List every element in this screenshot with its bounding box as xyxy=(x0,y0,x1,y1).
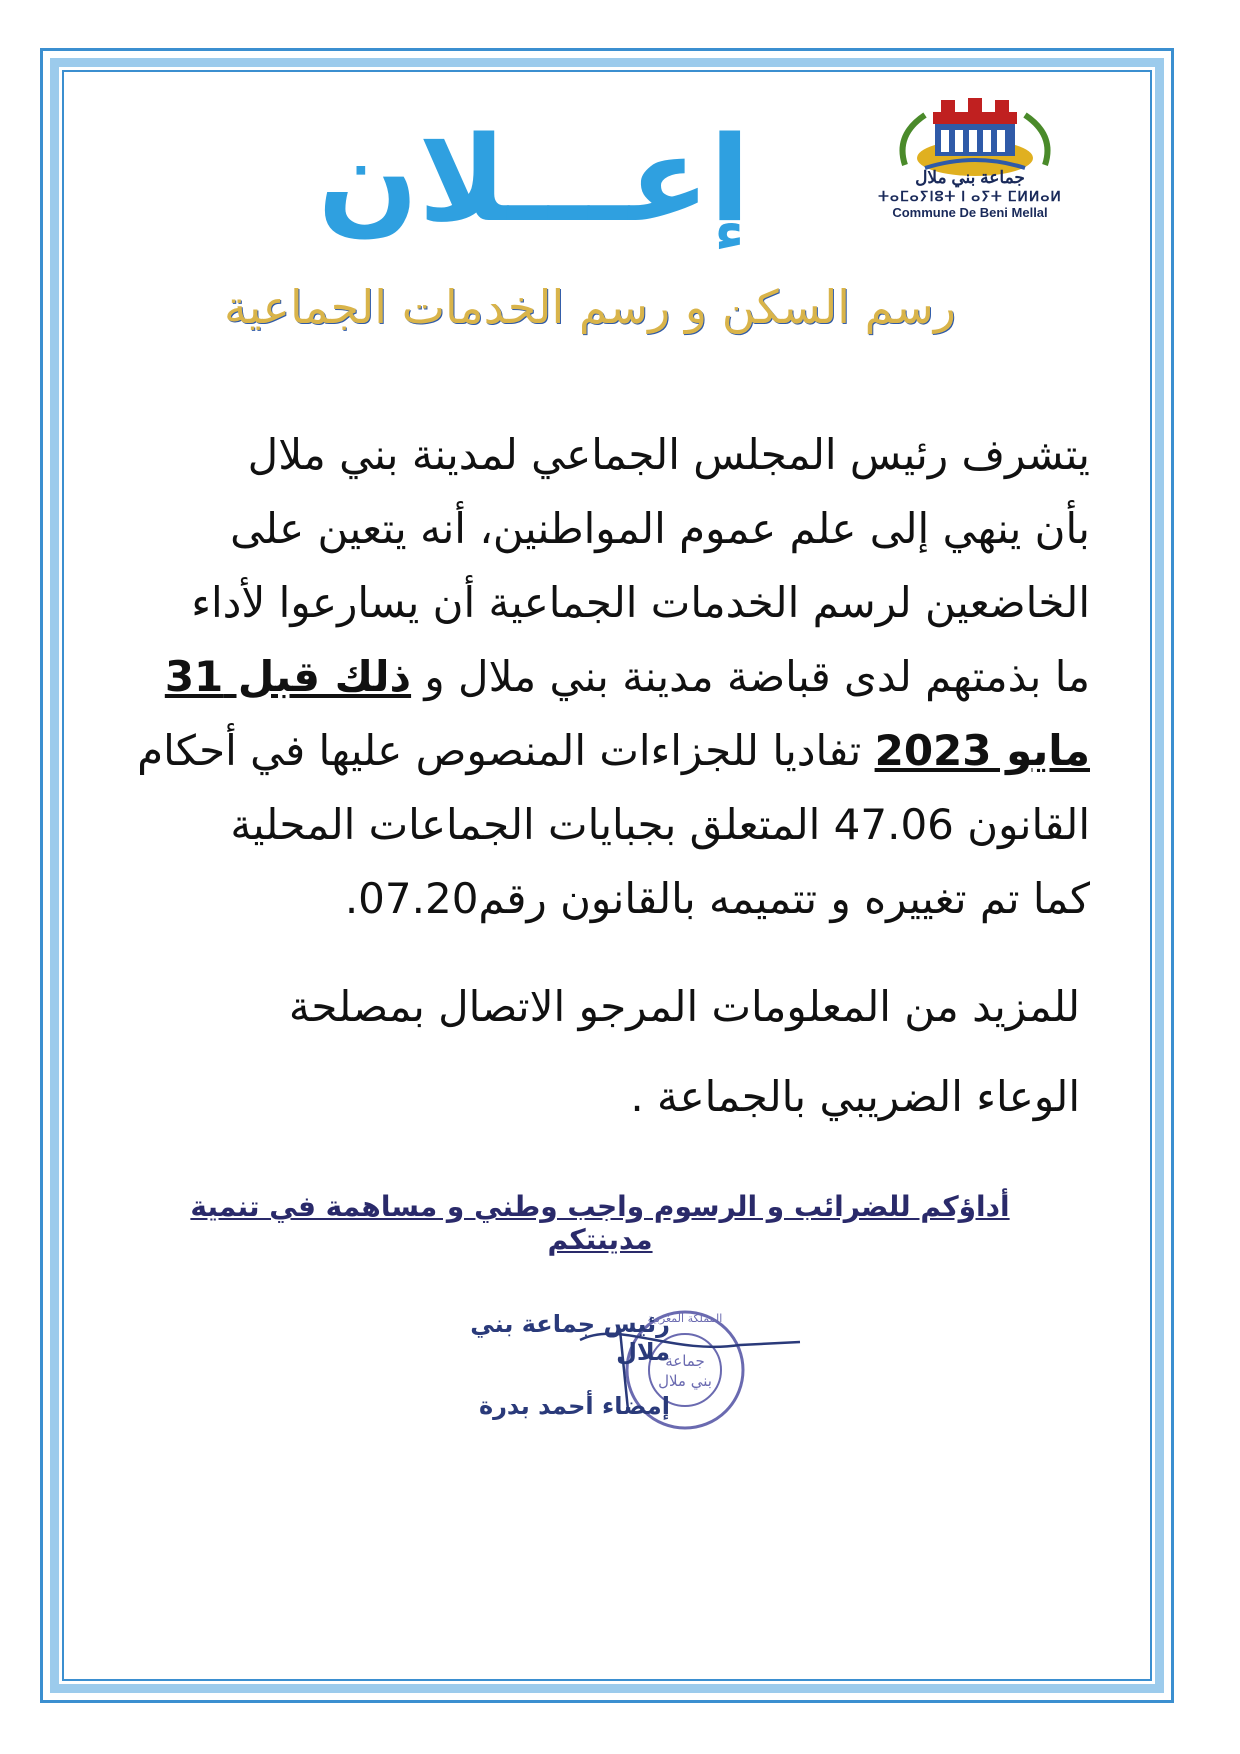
body-line: القانون 47.06 المتعلق بجبايات الجماعات المحلية xyxy=(230,800,1090,849)
body-line: بأن ينهي إلى علم عموم المواطنين، أنه يتعين على xyxy=(230,504,1090,553)
body-text-segment: ما بذمتهم لدى قباضة مدينة بني ملال و xyxy=(411,652,1090,701)
svg-text:المملكة المغربية: المملكة المغربية xyxy=(647,1312,723,1325)
svg-text:جماعة: جماعة xyxy=(665,1352,705,1370)
signatory-title: رئيس جماعة بني ملال xyxy=(470,1310,670,1366)
announcement-subtitle: رسم السكن و رسم الخدمات الجماعية xyxy=(223,280,956,334)
body-text-segment: تفاديا للجزاءات المنصوص عليها في أحكام xyxy=(137,726,875,775)
contact-line: الوعاء الضريبي بالجماعة . xyxy=(630,1072,1080,1121)
commune-name-arabic: جماعة بني ملال xyxy=(915,168,1025,187)
commune-name-block xyxy=(870,168,1070,220)
svg-text:بني ملال: بني ملال xyxy=(658,1372,712,1390)
deadline-emphasis: مايو 2023 xyxy=(874,726,1090,775)
body-line xyxy=(137,714,1090,788)
commune-name-tifinagh: ⵜⴰⵎⴰⵢⵏⵓⵜ ⵏ ⴰⵢⵜ ⵎⵍⵍⴰⵍ xyxy=(878,188,1062,204)
body-line xyxy=(140,640,1090,714)
signatory-name: إمضاء أحمد بدرة xyxy=(478,1392,670,1420)
announcement-title: إعـــلان xyxy=(317,110,750,248)
slogan: أداؤكم للضرائب و الرسوم واجب وطني و مساهمة في تنمية مدينتكم xyxy=(190,1190,1010,1256)
commune-name-french: Commune De Beni Mellal xyxy=(892,205,1048,220)
announcement-body xyxy=(137,418,1090,936)
contact-line: للمزيد من المعلومات المرجو الاتصال بمصلحة xyxy=(288,982,1080,1031)
deadline-emphasis: ذلك قبل 31 xyxy=(164,652,412,701)
body-line: الخاضعين لرسم الخدمات الجماعية أن يسارعوا لأداء xyxy=(191,578,1090,627)
contact-paragraph xyxy=(125,962,1080,1142)
body-line: كما تم تغييره و تتميمه بالقانون رقم07.20. xyxy=(344,874,1090,923)
body-line: يتشرف رئيس المجلس الجماعي لمدينة بني ملال xyxy=(247,430,1090,479)
